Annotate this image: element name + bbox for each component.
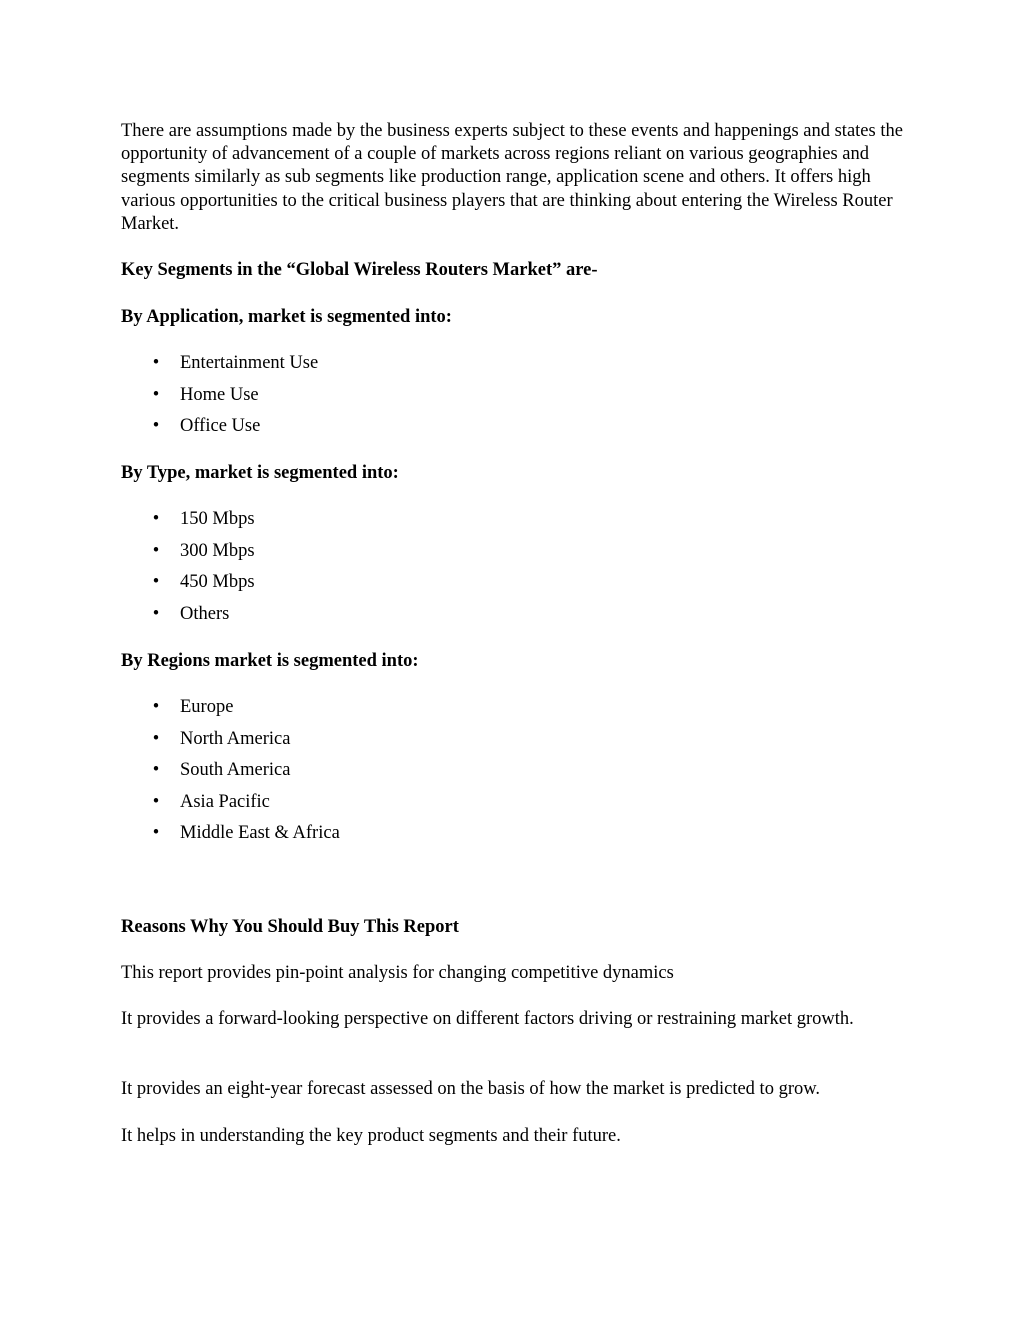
list-item-label: Europe bbox=[180, 697, 234, 717]
bullet-icon: • bbox=[152, 791, 160, 812]
type-list bbox=[121, 508, 721, 634]
list-item-label: 150 Mbps bbox=[180, 509, 255, 529]
key-segments-heading: Key Segments in the “Global Wireless Routers Market” are- bbox=[121, 260, 598, 280]
list-item bbox=[121, 822, 721, 854]
list-item bbox=[121, 384, 721, 416]
list-item-label: North America bbox=[180, 728, 291, 749]
bullet-icon: • bbox=[152, 603, 160, 624]
list-item-label: Entertainment Use bbox=[180, 353, 319, 373]
list-item bbox=[121, 508, 721, 540]
bullet-icon: • bbox=[152, 728, 160, 749]
list-item bbox=[121, 791, 721, 823]
list-item-label: Asia Pacific bbox=[180, 791, 270, 812]
application-list bbox=[121, 352, 721, 447]
bullet-icon: • bbox=[152, 572, 160, 592]
bullet-icon: • bbox=[152, 697, 160, 717]
bullet-icon: • bbox=[152, 384, 160, 405]
list-item bbox=[121, 728, 721, 760]
bullet-icon: • bbox=[152, 509, 160, 529]
list-item-label: Others bbox=[180, 603, 230, 624]
list-item bbox=[121, 571, 721, 603]
list-item bbox=[121, 759, 721, 791]
list-item bbox=[121, 603, 721, 635]
list-item-label: Middle East & Africa bbox=[180, 823, 340, 843]
list-item-label: 300 Mbps bbox=[180, 540, 255, 561]
application-heading: By Application, market is segmented into: bbox=[121, 307, 452, 327]
list-item bbox=[121, 352, 721, 384]
reason-paragraph: It provides a forward-looking perspective on different factors driving or restraining market growth. bbox=[121, 1009, 854, 1029]
list-item-label: Office Use bbox=[180, 416, 261, 436]
bullet-icon: • bbox=[152, 823, 160, 843]
intro-paragraph: There are assumptions made by the business experts subject to these events and happenings and states the opportunity of advancement of a couple of markets across regions reliant on various geographies and segments similarly as sub segments like production range, application scene and others. It offers high various opportunities to the critical business players that are thinking about entering the Wireless Router Market. bbox=[121, 121, 903, 234]
reasons-heading: Reasons Why You Should Buy This Report bbox=[121, 917, 459, 937]
regions-heading: By Regions market is segmented into: bbox=[121, 651, 419, 671]
list-item-label: South America bbox=[180, 760, 291, 780]
list-item-label: Home Use bbox=[180, 384, 259, 405]
list-item-label: 450 Mbps bbox=[180, 572, 255, 592]
type-heading: By Type, market is segmented into: bbox=[121, 463, 399, 483]
list-item bbox=[121, 696, 721, 728]
bullet-icon: • bbox=[152, 416, 160, 436]
list-item bbox=[121, 540, 721, 572]
list-item bbox=[121, 415, 721, 447]
bullet-icon: • bbox=[152, 760, 160, 780]
reason-paragraph: This report provides pin-point analysis for changing competitive dynamics bbox=[121, 963, 674, 983]
bullet-icon: • bbox=[152, 353, 160, 373]
bullet-icon: • bbox=[152, 540, 160, 561]
reason-paragraph: It provides an eight-year forecast assessed on the basis of how the market is predicted to grow. bbox=[121, 1079, 821, 1099]
reason-paragraph: It helps in understanding the key product segments and their future. bbox=[121, 1126, 621, 1146]
regions-list bbox=[121, 696, 721, 854]
